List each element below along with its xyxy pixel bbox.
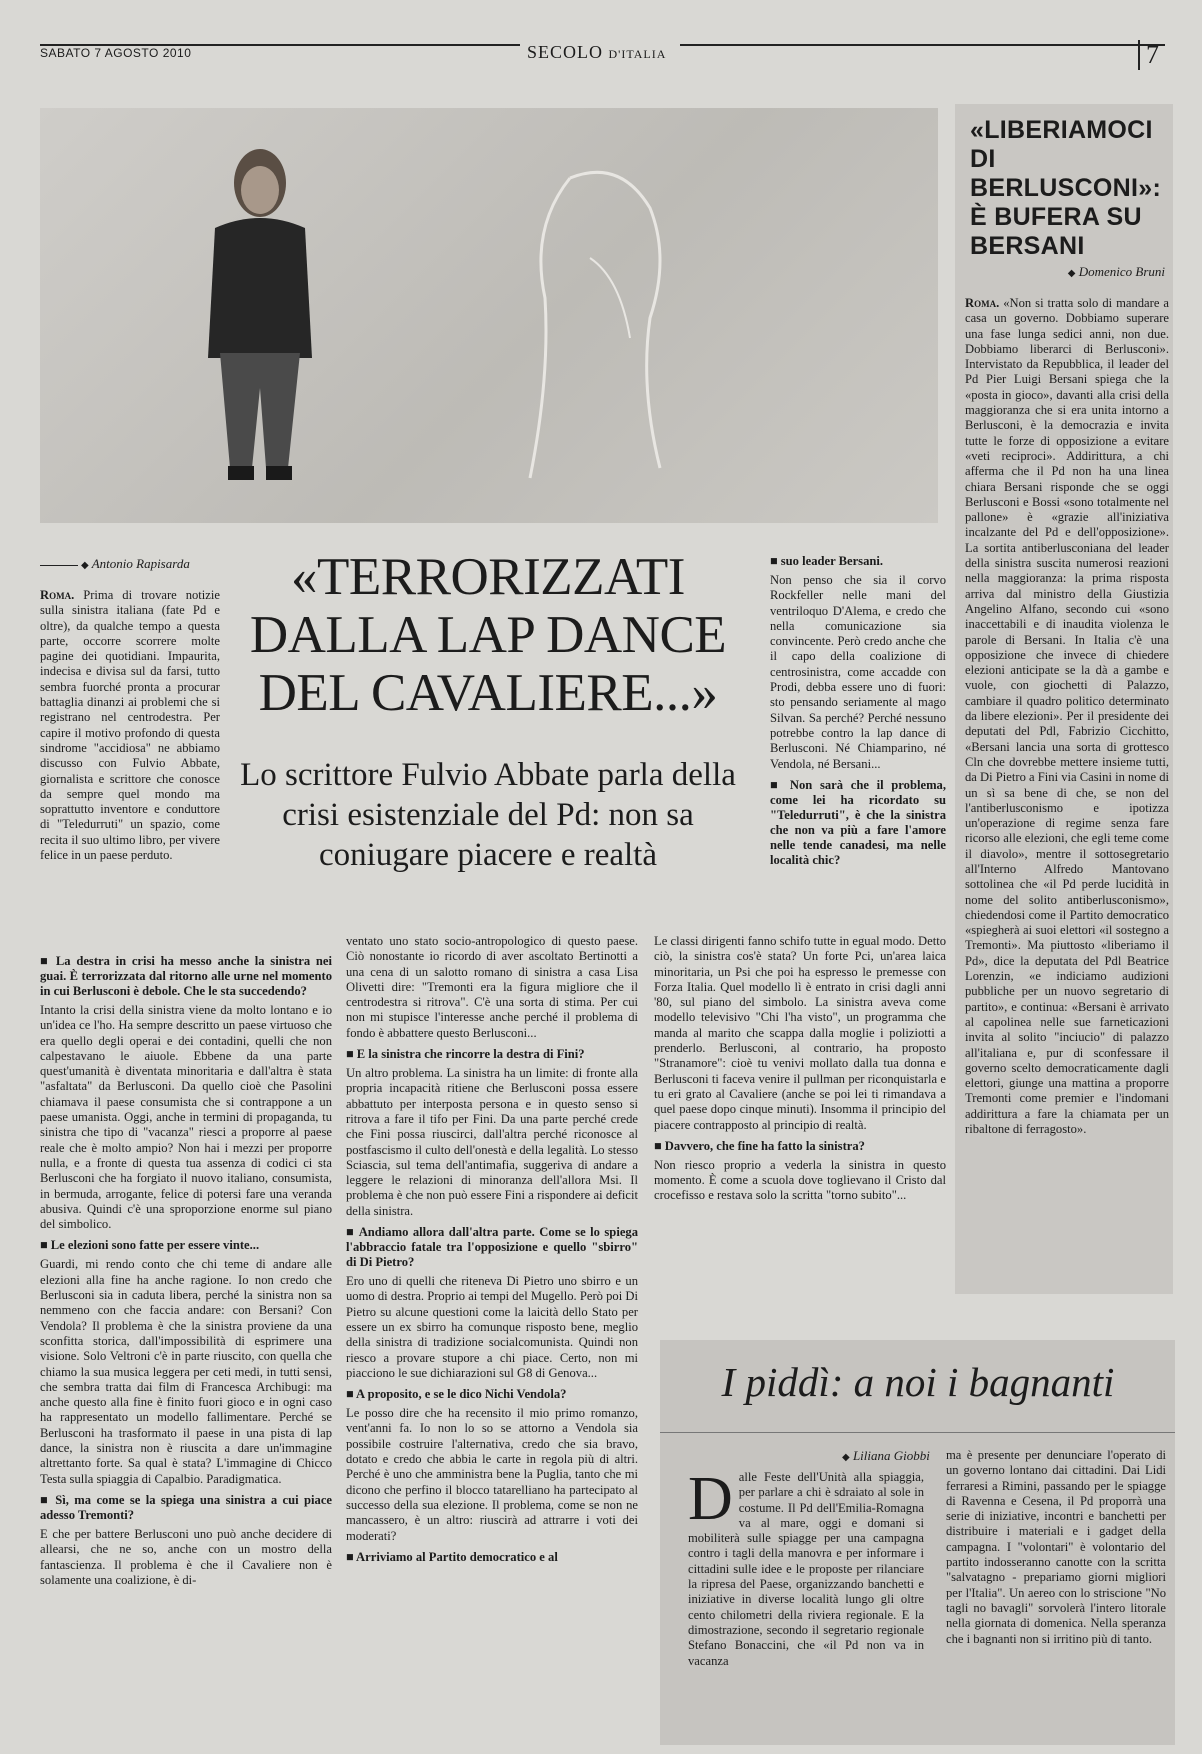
box-column-1 <box>688 1465 924 1669</box>
question-paragraph: ■ La destra in crisi ha messo anche la sinistra nei guai. È terrorizzata dal ritorno alle urne nel momento in cui Berlusconi è debole. Che le sta succedendo? <box>40 954 332 998</box>
box-text-b: ma è presente per denunciare l'operato di un governo lontano dai cittadini. Dai Lidi ferraresi a Rimini, passando per le spiagge di Ravenna e Cesena, il Pd proporrà una serie di iniziative, incontri e banchetti per distribuire i materiali e i gadget della campagna. I "volontari" è volontario del partito indosseranno canotte con la scritta "salvatagno - prepariamo giorni migliori per l'Italia". Un aereo con lo striscione "No tagli no bavagli" sorvolerà l'intero litorale nella giornata di domenica. Nella speranza che i bagnanti non si irritino più di tanto. <box>946 1448 1166 1646</box>
question-paragraph: ■ Arriviamo al Partito democratico e al <box>346 1549 558 1564</box>
main-headline: «TERRORIZZATI DALLA LAP DANCE DEL CAVALIERE...» <box>249 548 727 722</box>
article-column-1 <box>40 948 332 1588</box>
answer-paragraph: E che per battere Berlusconi uno può anche decidere di allearsi, che ne so, anche con un mostro della fantascienza. Il problema è che il Cavaliere non è solamente una coalizione, è di- <box>40 1526 332 1587</box>
sidebar-author: Domenico Bruni <box>1078 264 1165 279</box>
article-photo <box>40 108 938 523</box>
answer-paragraph: Intanto la crisi della sinistra viene da molto lontano e io un'idea ce l'ho. Ha sempre descritto un paese virtuoso che era quello degli operai e dei contadini, quelli che non calpestavano le aiuole. Ebbene da una parte quest'umanità è diventata minoritaria e dall'altra è stata "asfaltata" da Berlusconi. Da quello cioè che Pasolini chiamava il paese consumista che si contrappone a un paese umanista. Oggi, anche in termini di propaganda, tu sinistra che tipo di "vacanza" riesci a proporre al paese reale che è molto ampio? Non hai i mezzi per proporre nulla, e a fronte di questa tua assenza di codici ci sta Berlusconi che ha forgiato il nuovo italiano, consumista, in bermuda, arrogante, felice di potersi fare una veranda abusiva. Quindi c'è una sproporzione enorme sul piano del simbolico. <box>40 1003 332 1232</box>
lead-place: Roma. <box>40 588 75 602</box>
folio-date: SABATO 7 AGOSTO 2010 <box>40 46 192 60</box>
answer-paragraph: Un altro problema. La sinistra ha un limite: di fronte alla propria incapacità ritiene che Berlusconi possa essere abbattuto per interposta persona e in questo senso si ritrova a fare il tifo per Fini. Da una parte perché crede che Fini possa riuscirci, dall'altra perché riconosce al postfascismo il culto dell'onestà e della legalità. Lo stesso Sciascia, sul tema dell'antimafia, suggeriva di andare a leggere le relazioni di minoranza dell'allora Msi. Il problema è che non può essere Fini a rispondere ai deficit della sinistra. <box>346 1066 638 1218</box>
graffiti-drawing <box>420 138 740 508</box>
masthead-subtitle: D'ITALIA <box>608 47 667 61</box>
page-number: 7 <box>1138 40 1159 70</box>
sidebar-body: «Non si tratta solo di mandare a casa un governo. Dobbiamo superare una fase lunga sedici anni, non due. Dobbiamo liberarci di Berlusconi». Intervistato da Repubblica, il leader del Pd Pier Luigi Bersani spiega che la «posta in gioco», davanti alla crisi della maggioranza che si era unita intorno a Berlusconi, è la democrazia e invita tutte le forze di opposizione a evitare «veti reciproci». Addirittura, a chi afferma che il Pd non ha una linea chiara Bersani risponde che se oggi Berlusconi e Bossi «sono totalmente nel pallone» è «grazie all'iniziativa incalzante del Pd e dell'opposizione». La sortita antiberlusconiana del leader della sinistra suscita numerosi reazioni nella maggioranza: la prima risposta arriva dal ministro della Giustizia Angelino Alfano, secondo cui «sono inaccettabili e di inaudita violenza le parole di Bersani. In Italia c'è una opposizione che invece di chiedere elezioni anticipate se la dà a gambe e vuole, con giochetti di Palazzo, cambiare il quadro politico determinato da libere elezioni». Per il presidente dei deputati del Pdl, Fabrizio Cicchitto, «Bersani lancia una sorta di grottesco Cln che dovrebbe mettere insieme tutti, da Di Pietro a Fini via Casini in nome di un sì sa bene di che, se non del l'antiberlusconismo e ipotizza un'operazione di regime senza fare ricorso alle elezioni, che egli teme come il diavolo», mentre il sottosegretario all'Interno Alfredo Mantovano sottolinea che «il Pd perde lucidità in nome del solito antiberlusconismo», chiedendosi come il Partito democratico «spiegherà ai suoi elettori «il sostegno a Tremonti». Ma piuttosto «liberiamo il Pd», dice la deputata del Pdl Beatrice Lorenzin, «e indiciamo audizioni pubbliche per un nuovo segretario di partito», e continua: «Bersani è arrivato al capolinea nelle sue farneticazioni invita al solito "inciucio" di palazzo all'italiana e, pur di sconfessare il governo scelto democraticamente dagli elettori, giunge una mattina a proporre Tremonti come premier e l'indomani addirittura a fare la chiamata per un ribaltone di ferragosto». <box>965 296 1169 1137</box>
box-text-a: alle Feste dell'Unità alla spiaggia, per parlare a chi è sdraiato al sole in costume. Il Pd dell'Emilia-Romagna va al mare, oggi e domani si mobiliterà sulle spiagge per una campagna contro i tagli della manovra e per informare i cittadini sulle idee e le proposte per rilanciare la ripresa del Paese, organizzando banchetti e iniziative in diverse località lungo gli oltre cento chilometri della riviera regionale. E la dimostrazione, secondo il segretario regionale Stefano Bonaccini, che «il Pd non va in vacanza <box>688 1470 924 1668</box>
drop-cap: D <box>688 1465 733 1533</box>
portrait-figure <box>190 128 330 498</box>
answer-paragraph: Ero uno di quelli che riteneva Di Pietro uno sbirro e un uomo di destra. Proprio ai tempi del Mugello. Però poi Di Pietro su alcune questioni come la laicità dello Stato per essere un ex sbirro ha comunque risposto bene, meglio della sinistra di tradizione socialcomunista. Quindi non riesco a provare stupore a chi piace. Certo, non mi piacciono le sue dichiarazioni sul G8 di Genova... <box>346 1274 638 1380</box>
diamond-icon: ◆ <box>1067 268 1076 279</box>
boxed-article <box>660 1340 1175 1745</box>
masthead-title: SECOLO <box>527 42 604 62</box>
box-column-2 <box>946 1448 1166 1647</box>
page-folio <box>40 40 1170 70</box>
sidebar-byline <box>1068 264 1165 280</box>
byline-author: Antonio Rapisarda <box>91 556 190 571</box>
answer-paragraph: Le classi dirigenti fanno schifo tutte in egual modo. Detto ciò, la sinistra cos'è stata? Un forte Pci, un'area laica minoritaria, un Psi che poi ha espresso le premesse con Forza Italia. Quel modello lì è entrato in crisi dagli anni '80, sul piano del simbolo. La sinistra aveva come modello televisivo "Chi l'ha visto", un programma che manda al marito che scappa dalla moglie i poliziotti a prenderlo. Berlusconi, al contrario, ha proposto "Stranamore": cioè tu venivi mollato dalla tua donna e Berlusconi ti faceva venire il pullman per riconquistarla e tu eri grato al Cavaliere (anche se poi lei ti rimandava a quel paese dopo cinque minuti). Insomma il principio del piacere contrapposto al principio di realtà. <box>654 934 946 1132</box>
question-paragraph: ■ suo leader Bersani. <box>770 554 884 568</box>
article-column-right-top <box>770 548 946 872</box>
main-byline <box>40 556 190 572</box>
sidebar-text <box>965 296 1169 1137</box>
byline-rule <box>40 565 78 566</box>
question-paragraph: ■ Sì, ma come se la spiega una sinistra a cui piace adesso Tremonti? <box>40 1492 332 1522</box>
masthead <box>527 42 666 63</box>
box-author: Liliana Giobbi <box>852 1448 930 1463</box>
diamond-icon: ◆ <box>842 1452 850 1463</box>
question-paragraph: ■ Le elezioni sono fatte per essere vinte... <box>40 1238 260 1253</box>
question-paragraph: ■ Davvero, che fine ha fatto la sinistra? <box>654 1138 865 1153</box>
diamond-icon: ◆ <box>81 560 89 571</box>
sidebar-place: Roma. <box>965 296 1000 310</box>
question-paragraph: ■ E la sinistra che rincorre la destra di Fini? <box>346 1047 585 1062</box>
question-paragraph: ■ A proposito, e se le dico Nichi Vendola? <box>346 1387 567 1402</box>
main-subhead: Lo scrittore Fulvio Abbate parla della crisi esistenziale del Pd: non sa coniugare piacere e realtà <box>240 757 736 873</box>
question-paragraph: ■ Andiamo allora dall'altra parte. Come se lo spiega l'abbraccio fatale tra l'opposizione e quello "sbirro" di Di Pietro? <box>346 1225 638 1270</box>
lead-text: Prima di trovare notizie sulla sinistra italiana (fate Pd e oltre), da qualche tempo a questa parte, occorre scorrere molte pagine dei quotidiani. Impaurita, indecisa e divisa sul da farsi, tutto sembra fuorché pronta a procurar battaglia dinanzi ai problemi che si registrano nel centrodestra. Per capire il motivo profondo di questa sindrome "accidiosa" ne abbiamo discusso con Fulvio Abbate, giornalista e scrittore che conosce da sempre quel mondo ma soprattutto inventore e conduttore di "Teledurruti" un spazio, come recita il suo ultimo libro, per vivere felice in un paese perduto. <box>40 588 220 863</box>
answer-paragraph: Le posso dire che ha recensito il mio primo romanzo, vent'anni fa. Io non lo so se attorno a Vendola sia possibile costruire l'alternativa, credo che sia bravo, dotato e credo che abbia le carte in regola più di altri. Perché è uno che amministra bene la Puglia, tanto che mi dicono che perfino il blocco tatarelliano ha partecipato al successo della sua elezione. Il problema, come se non ne mancassero, è un altro: riuscirà ad attrarre i voti dei moderati? <box>346 1406 638 1543</box>
box-rule <box>660 1432 1175 1433</box>
folio-rule-right <box>680 44 1165 46</box>
article-column-3 <box>654 934 946 1204</box>
answer-paragraph: ventato uno stato socio-antropologico di questo paese. Ciò nonostante io ricordo di aver ascoltato Bertinotti a una cena di un salotto romano di sinistra a casa Lisa Olivetti dire: "Tremonti era la figura migliore che il centrodestra si ritrova". C'è una sorta di stima. Per cui non mi stupisce l'interesse anche perché il problema di fondo è abbattere questo Berlusconi... <box>346 934 638 1040</box>
sidebar-article <box>955 104 1173 1294</box>
box-headline: I piddì: a noi i bagnanti <box>721 1359 1115 1405</box>
article-column-2 <box>346 934 638 1569</box>
main-lead <box>40 588 220 863</box>
question-paragraph: ■ Non sarà che il problema, come lei ha ricordato su "Teledurruti", è che la sinistra che non va più a fare l'amore nelle tende canadesi, ma nelle località chic? <box>770 777 946 867</box>
answer-paragraph: Guardi, mi rendo conto che chi teme di andare alle elezioni alla fine ha anche ragione. Io non credo che Berlusconi sia in caduta libera, perché la sinistra non sa nemmeno con che faccia andare: con Bersani? Con Vendola? Il problema è che la sinistra proviene da una sconfitta storica, dall'impossibilità di esprimere una visione. Solo Veltroni c'è in parte riuscito, con quella che chiamo la sua musica leggera per ceti medi, in tutti sensi, che sembra tratta dai film di Francesca Archibugi: ma anche questo alla fine è finito fuori gioco e in ogni caso ha rappresentato un modello fallimentare. Perché se Berlusconi ha trasformato il paese in una pista di lap dance, la sinistra non è riuscita a dare un'immagine altrettanto forte. Sa qual è stata? L'immagine di Chicco Testa sulla spiaggia di Capalbio. Paradigmatica. <box>40 1257 332 1486</box>
box-byline <box>842 1448 930 1464</box>
sidebar-title: «LIBERIAMOCI DI BERLUSCONI»: È BUFERA SU BERSANI <box>970 116 1162 260</box>
answer-paragraph: Non penso che sia il corvo Rockfeller nelle mani del ventriloquo D'Alema, e credo che nella comunicazione sia convincente. Però credo anche che il capo della coalizione di centrosinistra, come accadde con Prodi, debba essere uno di fuori: sto pensando seriamente al mago Silvan. Sa perché? Perché nessuno potrebbe contro la lap dance di Berlusconi. Né Chiamparino, né Vendola, né Bersani... <box>770 573 946 771</box>
answer-paragraph: Non riesco proprio a vederla la sinistra in questo momento. È come a scuola dove toglievano il Cristo dal crocefisso e restava solo la scritta "torno subito"... <box>654 1157 946 1203</box>
